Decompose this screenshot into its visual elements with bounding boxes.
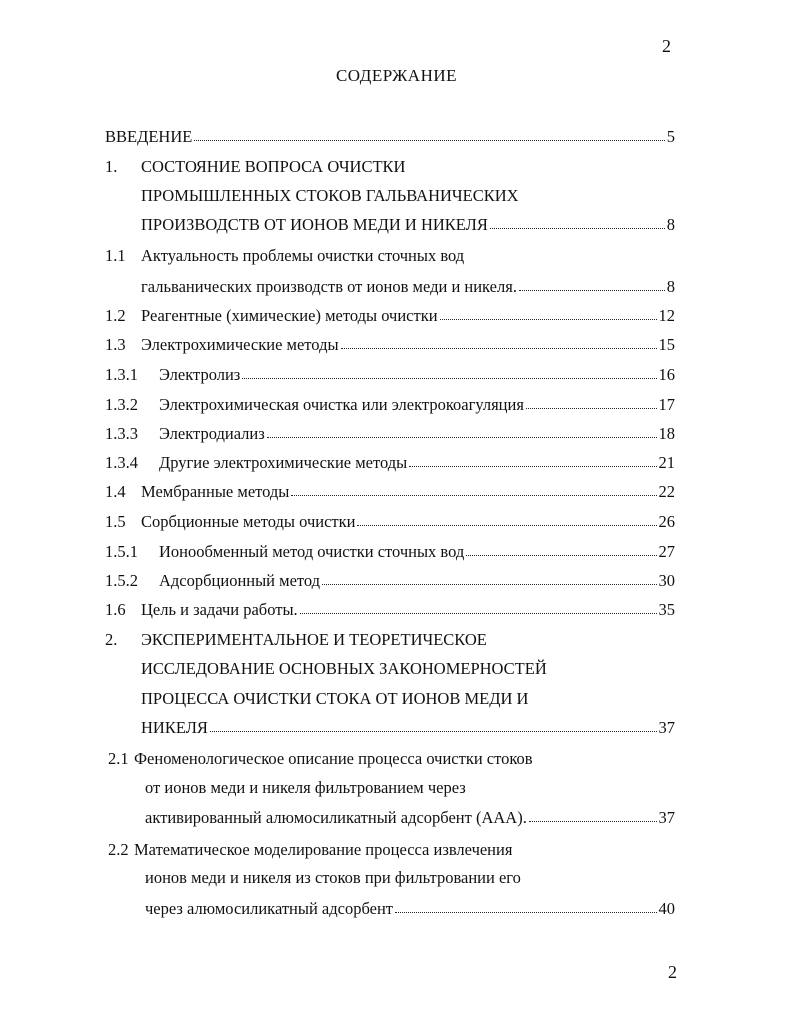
toc-page-number: 15	[658, 335, 675, 354]
toc-page-number: 35	[658, 600, 675, 619]
toc-entry-label: ВВЕДЕНИЕ	[105, 127, 193, 146]
toc-entry-line: ионов меди и никеля из стоков при фильтровании его	[145, 868, 521, 887]
toc-entry-number: 1.3.1	[105, 365, 138, 384]
toc-entry-number: 2.1	[108, 749, 129, 768]
toc-entry-number: 2.2	[108, 840, 129, 859]
toc-page-number: 26	[658, 512, 675, 531]
toc-entry-label: Цель и задачи работы.	[141, 600, 298, 619]
toc-entry-number: 1.2	[105, 306, 126, 325]
toc-leader-dots	[409, 452, 656, 467]
toc-entry-number: 1.6	[105, 600, 126, 619]
toc-entry-line: от ионов меди и никеля фильтрованием через	[145, 778, 466, 797]
toc-page-number: 37	[658, 808, 675, 827]
toc-leader-dots	[519, 276, 665, 291]
toc-page-number: 5	[666, 127, 675, 146]
toc-entry-1-3[interactable]	[105, 334, 675, 356]
toc-entry-label: гальванических производств от ионов меди и никеля.	[141, 277, 517, 296]
page-number-bottom: 2	[668, 962, 677, 982]
toc-entry-1-3-4[interactable]	[105, 452, 675, 474]
toc-entry-line: ПРОЦЕССА ОЧИСТКИ СТОКА ОТ ИОНОВ МЕДИ И	[141, 689, 529, 708]
toc-leader-dots	[341, 334, 657, 349]
toc-leader-dots	[529, 807, 657, 822]
toc-entry-1-3-3[interactable]	[105, 423, 675, 445]
toc-entry-label: НИКЕЛЯ	[141, 718, 208, 737]
toc-entry-label: Сорбционные методы очистки	[141, 512, 356, 531]
toc-entry-number: 1.5.2	[105, 571, 138, 590]
toc-entry-label: Другие электрохимические методы	[159, 453, 408, 472]
toc-entry-1-5[interactable]	[105, 511, 675, 533]
toc-entry-number: 1.5	[105, 512, 126, 531]
toc-entry-1-3-1[interactable]	[105, 364, 675, 386]
toc-entry-1-6[interactable]	[105, 599, 675, 621]
toc-entry-introduction[interactable]	[105, 126, 675, 148]
toc-entry-1-5-1[interactable]	[105, 541, 675, 563]
toc-entry-line: Актуальность проблемы очистки сточных вод	[141, 246, 465, 265]
toc-leader-dots	[300, 599, 657, 614]
toc-entry-line: Математическое моделирование процесса извлечения	[134, 840, 513, 859]
toc-entry-label: Электродиализ	[159, 424, 265, 443]
toc-page-number: 12	[658, 306, 675, 325]
toc-entry-1-5-2[interactable]	[105, 570, 675, 592]
toc-page-number: 21	[658, 453, 675, 472]
toc-page-number: 30	[658, 571, 675, 590]
toc-page-number: 37	[658, 718, 675, 737]
toc-entry-chapter-2[interactable]	[141, 717, 675, 739]
toc-entry-label: Электролиз	[159, 365, 241, 384]
toc-entry-number: 1.3.4	[105, 453, 138, 472]
toc-entry-number: 1.	[105, 157, 118, 176]
toc-leader-dots	[210, 717, 657, 732]
toc-leader-dots	[291, 481, 656, 496]
toc-entry-number: 1.1	[105, 246, 126, 265]
toc-entry-number: 1.5.1	[105, 542, 138, 561]
toc-leader-dots	[322, 570, 656, 585]
toc-entry-1-4[interactable]	[105, 481, 675, 503]
toc-leader-dots	[490, 214, 665, 229]
toc-entry-label: ПРОИЗВОДСТВ ОТ ИОНОВ МЕДИ И НИКЕЛЯ	[141, 215, 488, 234]
toc-page-number: 18	[658, 424, 675, 443]
toc-leader-dots	[194, 126, 664, 141]
toc-page-number: 8	[666, 215, 675, 234]
toc-entry-label: Реагентные (химические) методы очистки	[141, 306, 438, 325]
toc-entry-line: ПРОМЫШЛЕННЫХ СТОКОВ ГАЛЬВАНИЧЕСКИХ	[141, 186, 519, 205]
toc-leader-dots	[466, 541, 656, 556]
page-title: СОДЕРЖАНИЕ	[335, 66, 458, 85]
toc-entry-1-1[interactable]	[141, 276, 675, 298]
toc-entry-line: ЭКСПЕРИМЕНТАЛЬНОЕ И ТЕОРЕТИЧЕСКОЕ	[141, 630, 487, 649]
toc-entry-label: активированный алюмосиликатный адсорбент (ААА).	[145, 808, 527, 827]
toc-page-number: 27	[658, 542, 675, 561]
toc-entry-label: Ионообменный метод очистки сточных вод	[159, 542, 465, 561]
toc-entry-1-2[interactable]	[105, 305, 675, 327]
toc-entry-label: Электрохимическая очистка или электрокоагуляция	[159, 395, 524, 414]
toc-leader-dots	[440, 305, 657, 320]
toc-page-number: 8	[666, 277, 675, 296]
toc-page-number: 16	[658, 365, 675, 384]
toc-entry-number: 1.4	[105, 482, 126, 501]
toc-entry-number: 2.	[105, 630, 118, 649]
toc-leader-dots	[395, 898, 657, 913]
toc-page-number: 17	[658, 395, 675, 414]
toc-page-number: 22	[658, 482, 675, 501]
toc-entry-number: 1.3	[105, 335, 126, 354]
toc-entry-line: Феноменологическое описание процесса очистки стоков	[134, 749, 533, 768]
toc-entry-number: 1.3.2	[105, 395, 138, 414]
toc-leader-dots	[357, 511, 656, 526]
toc-entry-1-3-2[interactable]	[105, 394, 675, 416]
toc-entry-2-2[interactable]	[145, 898, 675, 920]
page-number-top: 2	[662, 36, 671, 56]
toc-page-number: 40	[658, 899, 675, 918]
toc-entry-line: ИССЛЕДОВАНИЕ ОСНОВНЫХ ЗАКОНОМЕРНОСТЕЙ	[141, 659, 547, 678]
toc-entry-label: Мембранные методы	[141, 482, 290, 501]
toc-entry-chapter-1[interactable]	[141, 214, 675, 236]
toc-leader-dots	[526, 394, 657, 409]
toc-leader-dots	[242, 364, 656, 379]
toc-entry-number: 1.3.3	[105, 424, 138, 443]
toc-entry-label: Адсорбционный метод	[159, 571, 321, 590]
toc-leader-dots	[267, 423, 657, 438]
toc-entry-line: СОСТОЯНИЕ ВОПРОСА ОЧИСТКИ	[141, 157, 406, 176]
toc-entry-label: Электрохимические методы	[141, 335, 339, 354]
toc-entry-label: через алюмосиликатный адсорбент	[145, 899, 393, 918]
toc-entry-2-1[interactable]	[145, 807, 675, 829]
